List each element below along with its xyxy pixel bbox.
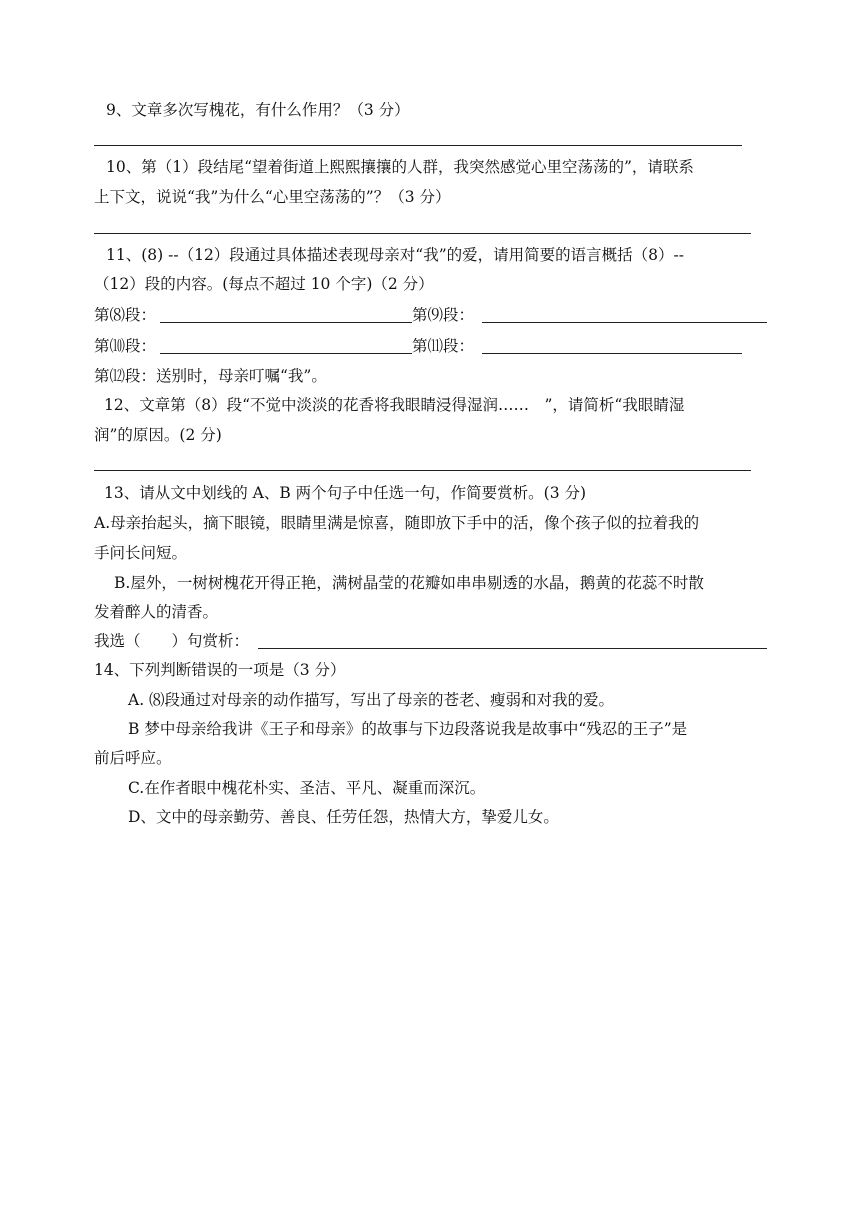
q13-option-b-line2: 发着醉人的清香。 xyxy=(94,603,219,621)
q14-option-c: C.在作者眼中槐花朴实、圣洁、平凡、凝重而深沉。 xyxy=(128,779,486,797)
q12-text-line1: 12、文章第（8）段“不觉中淡淡的花香将我眼睛浸得湿润…… ”，请简析“我眼睛湿 xyxy=(104,396,685,414)
q11-para11-answer-line[interactable] xyxy=(482,353,742,354)
q13-answer-line[interactable] xyxy=(258,648,767,649)
q13-option-a-line2: 手问长问短。 xyxy=(94,544,188,562)
q14-option-b-line1: B 梦中母亲给我讲《王子和母亲》的故事与下边段落说我是故事中“残忍的王子”是 xyxy=(128,720,688,738)
q14-option-a: A. ⑻段通过对母亲的动作描写，写出了母亲的苍老、瘦弱和对我的爱。 xyxy=(128,691,615,709)
q11-para9-label: 第⑼段： xyxy=(412,306,475,324)
q14-stem: 14、下列判断错误的一项是（3 分） xyxy=(94,661,346,679)
q12-answer-line[interactable] xyxy=(94,470,751,471)
q11-para11-label: 第⑾段： xyxy=(412,337,475,355)
q11-para8-label: 第⑻段： xyxy=(94,306,157,324)
q11-para10-answer-line[interactable] xyxy=(160,353,412,354)
q12-text-line2: 润”的原因。(2 分) xyxy=(94,426,222,444)
q11-text-line1: 11、(8) --（12）段通过具体描述表现母亲对“我”的爱，请用简要的语言概括（8）-- xyxy=(106,246,684,264)
q13-option-b-line1: B.屋外，一树树槐花开得正艳，满树晶莹的花瓣如串串剔透的水晶，鹅黄的花蕊不时散 xyxy=(114,574,704,592)
q11-para8-answer-line[interactable] xyxy=(160,322,412,323)
q11-para9-answer-line[interactable] xyxy=(482,322,767,323)
q14-option-b-line2: 前后呼应。 xyxy=(94,749,172,767)
q13-stem: 13、请从文中划线的 A、B 两个句子中任选一句，作简要赏析。(3 分) xyxy=(104,484,587,502)
q13-option-a-line1: A.母亲抬起头，摘下眼镜，眼睛里满是惊喜，随即放下手中的活，像个孩子似的拉着我的 xyxy=(94,514,700,532)
q10-text-line1: 10、第（1）段结尾“望着街道上熙熙攘攘的人群，我突然感觉心里空荡荡的”，请联系 xyxy=(106,158,694,176)
q11-para12-text: 第⑿段：送别时，母亲叮嘱“我”。 xyxy=(94,367,327,385)
q9-text: 9、文章多次写槐花，有什么作用？（3 分） xyxy=(106,101,410,119)
q9-answer-line[interactable] xyxy=(94,145,742,146)
q14-option-d: D、文中的母亲勤劳、善良、任劳任怨，热情大方，挚爱儿女。 xyxy=(128,808,559,826)
q10-text-line2: 上下文，说说“我”为什么“心里空荡荡的”？（3 分） xyxy=(94,188,451,206)
q10-answer-line[interactable] xyxy=(94,233,751,234)
q13-choose-label: 我选（ ）句赏析： xyxy=(94,632,250,650)
q11-para10-label: 第⑽段： xyxy=(94,337,157,355)
q11-text-line2: （12）段的内容。(每点不超过 10 个字)（2 分） xyxy=(94,275,434,293)
